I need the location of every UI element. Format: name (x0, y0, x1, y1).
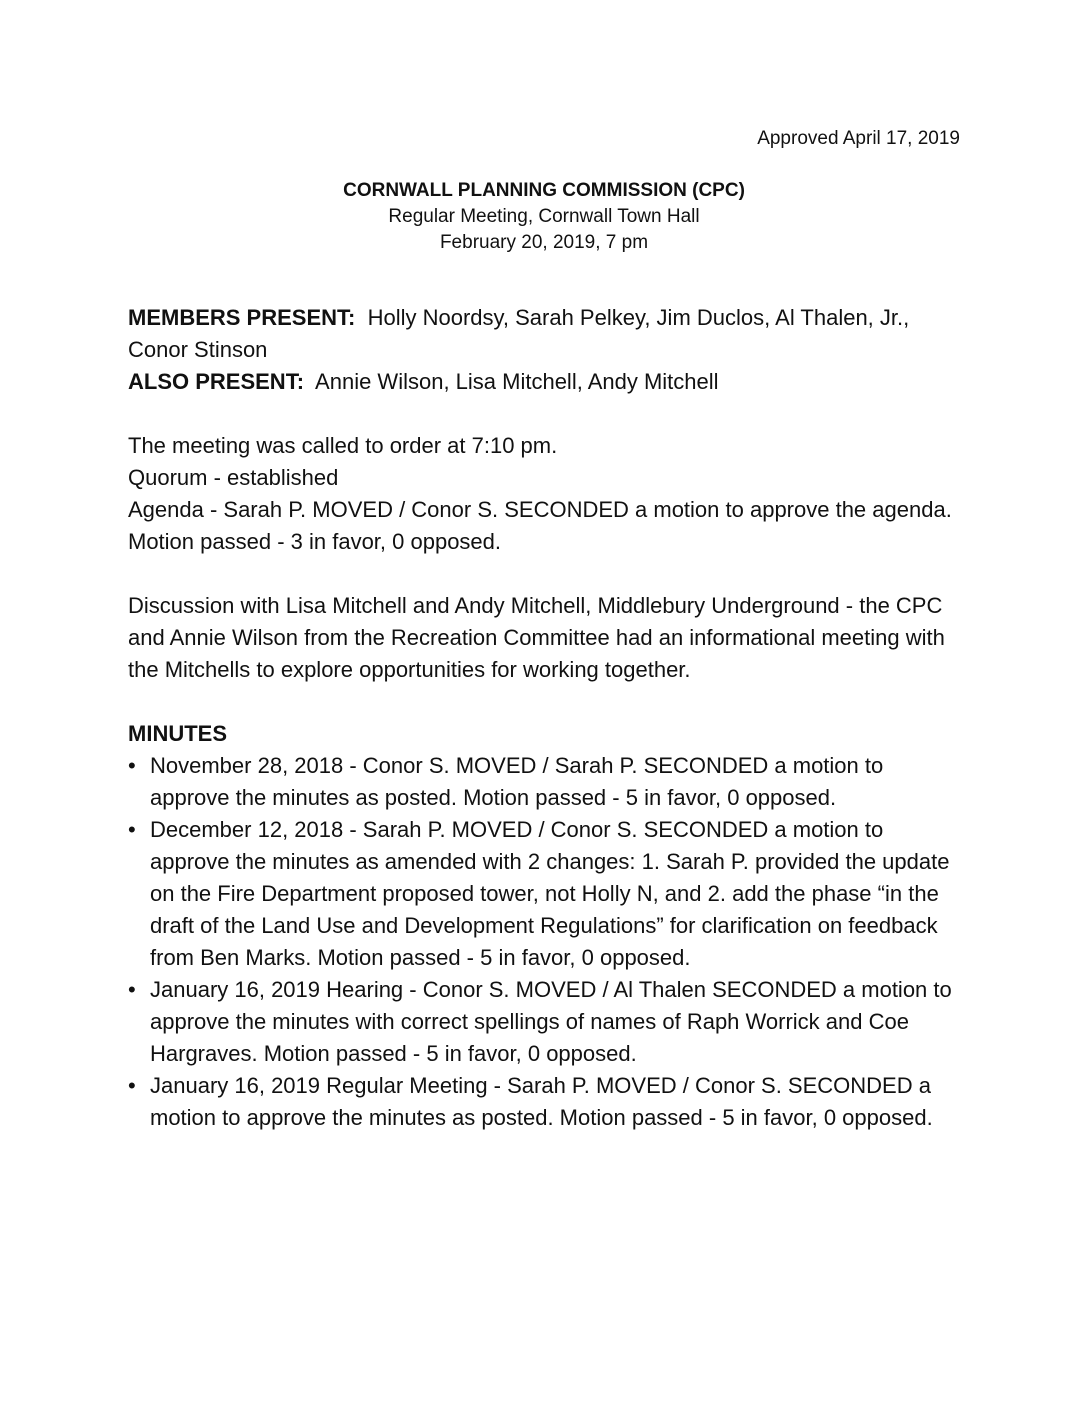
meeting-date: February 20, 2019, 7 pm (439, 232, 649, 253)
document-title: CORNWALL PLANNING COMMISSION (CPC) (343, 180, 745, 201)
also-present-names: Annie Wilson, Lisa Mitchell, Andy Mitchell (315, 369, 719, 394)
list-item-text: November 28, 2018 - Conor S. MOVED / Sarah P. SECONDED a motion to approve the minutes as posted. Motion passed - 5 in favor, 0 opposed. (150, 753, 884, 810)
minutes-body (128, 302, 968, 1134)
list-item (128, 974, 968, 1070)
bullet-icon: • (128, 817, 136, 842)
minutes-list (128, 750, 968, 1134)
list-item-text: December 12, 2018 - Sarah P. MOVED / Conor S. SECONDED a motion to approve the minutes as amended with 2 changes: 1. Sarah P. provided the update on the Fire Department proposed tower, not Holly N, and 2. add the phase “in the draft of the Land Use and Development Regulations” for clarification on feedback from Ben Marks. Motion passed - 5 in favor, 0 opposed. (150, 817, 950, 970)
bullet-icon: • (128, 1073, 136, 1098)
list-item (128, 1070, 968, 1134)
bullet-icon: • (128, 753, 136, 778)
members-present (128, 302, 968, 366)
call-to-order: The meeting was called to order at 7:10 pm. (128, 433, 558, 458)
quorum: Quorum - established (128, 465, 339, 490)
meeting-type: Regular Meeting, Cornwall Town Hall (388, 206, 700, 227)
minutes-heading: MINUTES (128, 721, 227, 746)
bullet-icon: • (128, 977, 136, 1002)
list-item (128, 814, 968, 974)
document-header (0, 178, 1088, 256)
approval-date: Approved April 17, 2019 (757, 128, 960, 149)
list-item-text: January 16, 2019 Regular Meeting - Sarah P. MOVED / Conor S. SECONDED a motion to approve the minutes as posted. Motion passed - 5 in favor, 0 opposed. (150, 1073, 933, 1130)
members-present-label: MEMBERS PRESENT: (128, 305, 356, 330)
also-present-label: ALSO PRESENT: (128, 369, 305, 394)
list-item-text: January 16, 2019 Hearing - Conor S. MOVED / Al Thalen SECONDED a motion to approve the minutes with correct spellings of names of Raph Worrick and Coe Hargraves. Motion passed - 5 in favor, 0 opposed. (150, 977, 952, 1066)
list-item (128, 750, 968, 814)
members-present-names: Holly Noordsy, Sarah Pelkey, Jim Duclos, Al Thalen, Jr., Conor Stinson (128, 305, 910, 362)
also-present (128, 366, 968, 398)
agenda-motion: Agenda - Sarah P. MOVED / Conor S. SECONDED a motion to approve the agenda. Motion passed - 3 in favor, 0 opposed. (128, 497, 952, 554)
discussion-paragraph: Discussion with Lisa Mitchell and Andy Mitchell, Middlebury Underground - the CPC and Annie Wilson from the Recreation Committee had an informational meeting with the Mitchells to explore opportunities for working together. (128, 593, 945, 682)
